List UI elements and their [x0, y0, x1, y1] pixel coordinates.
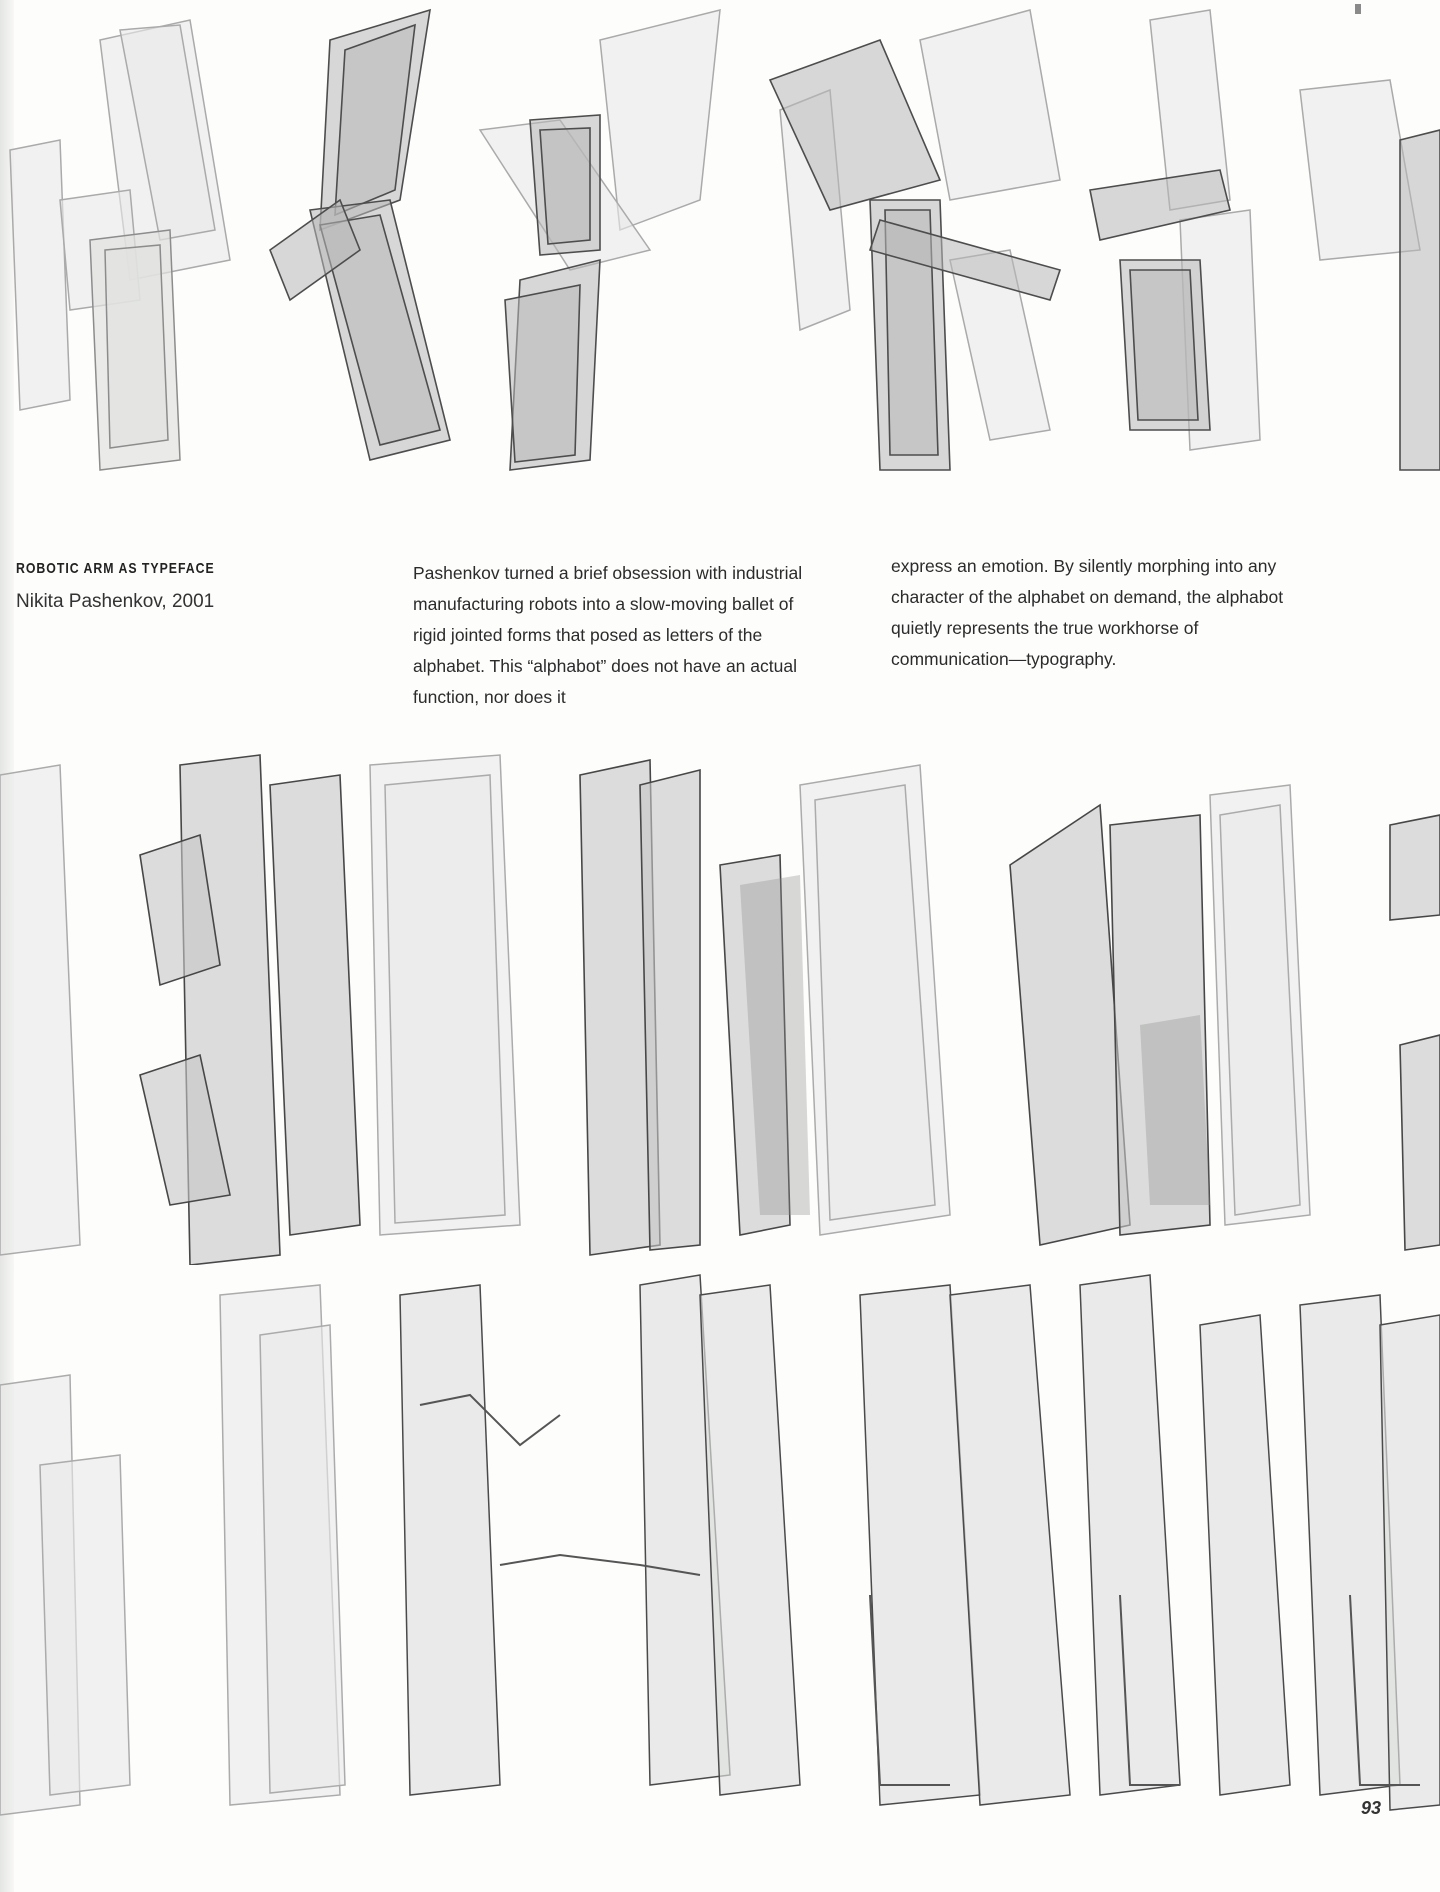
illustration-bottom-row — [0, 1265, 1440, 1825]
caption-credit: Nikita Pashenkov, 2001 — [16, 591, 215, 612]
caption-title: ROBOTIC ARM AS TYPEFACE — [16, 560, 215, 577]
body-column-1: Pashenkov turned a brief obsession with industrial manufacturing robots into a slow-moving ballet of rigid jointed forms that posed as letters of the alphabet. This “alphabot” does not have an actual function, nor does it — [413, 563, 803, 707]
illustration-middle-row — [0, 745, 1440, 1265]
page-number: 93 — [1361, 1798, 1382, 1818]
body-column-2: express an emotion. By silently morphing into any character of the alphabet on demand, the alphabot quietly represents the true workhorse of communication—typography. — [891, 556, 1284, 669]
illustration-top-row — [0, 0, 1440, 480]
